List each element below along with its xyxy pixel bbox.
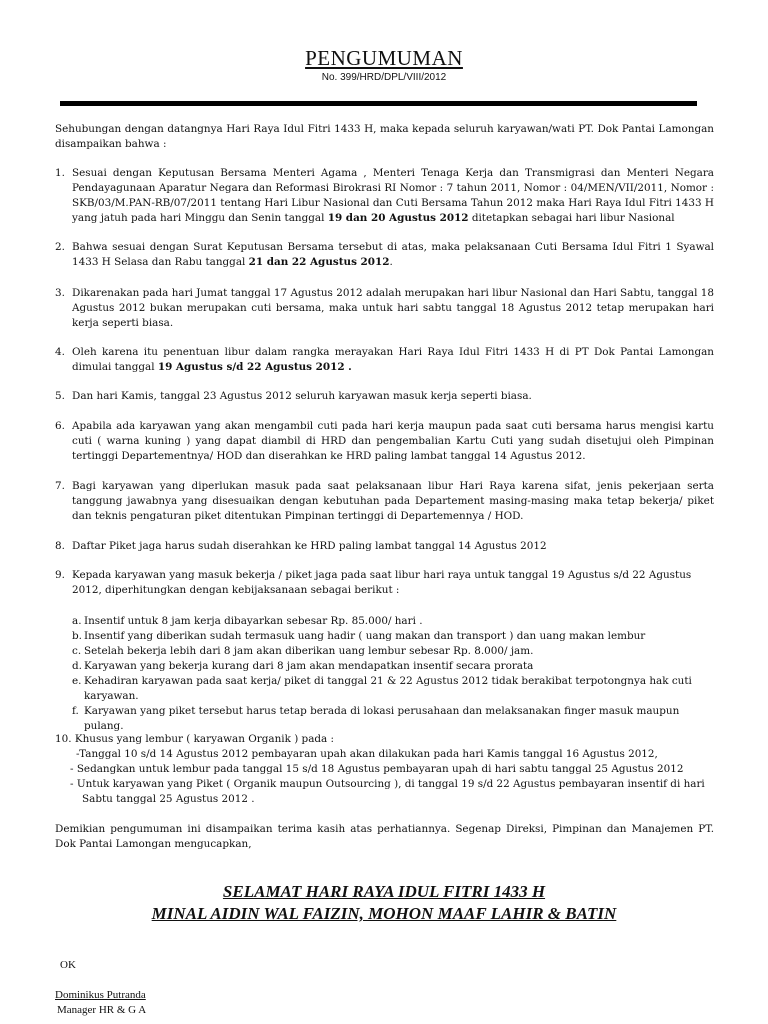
item-10-line: Sabtu tanggal 25 Agustus 2012 . [82,793,255,805]
item-bold-text: 19 dan 20 Agustus 2012 [327,212,469,224]
item-text-end: . [389,256,393,268]
document-number: No. 399/HRD/DPL/VIII/2012 [321,72,447,83]
sub-item-letter: b. [72,630,82,642]
item-number: 9. [55,569,65,581]
sub-item-text: Kehadiran karyawan pada saat kerja/ piket di tanggal 21 & 22 Agustus 2012 tidak berakibat terpotongnya hak cuti karyawan. [84,675,692,702]
sub-list-item [72,659,714,674]
document-title: PENGUMUMAN [305,46,463,70]
item-text: Daftar Piket jaga harus sudah diserahkan ke HRD paling lambat tanggal 14 Agustus 2012 [72,540,547,552]
list-item [55,240,714,270]
closing-paragraph: Demikian pengumuman ini disampaikan terima kasih atas perhatiannya. Segenap Direksi, Pimpinan dan Manajemen PT. Dok Pantai Lamongan mengucapkan, [55,823,714,850]
list-item [55,568,714,598]
sub-list-item [72,674,714,704]
sub-item-letter: c. [72,645,82,657]
sub-list-item [72,704,714,734]
item-text: Dikarenakan pada hari Jumat tanggal 17 Agustus 2012 adalah merupakan hari libur Nasional dan Hari Sabtu, tanggal 18 Agustus 2012 bukan merupakan cuti bersama, maka untuk hari sabtu tanggal 18 Agustus 2012 tetap merupakan hari kerja seperti biasa. [72,287,714,329]
signatory-position: Manager HR & G A [57,1004,147,1016]
item-bold-text: 19 Agustus s/d 22 Agustus 2012 . [157,361,352,373]
sub-list-item [72,614,714,629]
greeting-line-1: SELAMAT HARI RAYA IDUL FITRI 1433 H [222,882,546,901]
sub-item-letter: f. [72,705,79,717]
sub-list-item [72,629,714,644]
list-item [55,286,714,331]
sub-item-text: Karyawan yang piket tersebut harus tetap berada di lokasi perusahaan dan melaksanakan finger masuk maupun pulang. [84,705,680,732]
item-number: 3. [55,287,65,299]
item-text: Sesuai dengan Keputusan Bersama Menteri Agama , Menteri Tenaga Kerja dan Transmigrasi dan Menteri Negara Pendayagunaan Aparatur Negara dan Reformasi Birokrasi RI Nomor : 7 tahun 2011, Nomor : 04/MEN/VII/2011, Nomor : SKB/03/M.PAN-RB/07/2011 tentang Hari Libur Nasional dan Cuti Bersama Tahun 2012 maka Hari Raya Idul Fitri 1433 H yang jatuh pada hari Minggu dan Senin tanggal [72,167,714,224]
list-item [55,419,714,464]
sub-list-item [72,644,714,659]
sub-item-text: Insentif yang diberikan sudah termasuk uang hadir ( uang makan dan transport ) dan uang makan lembur [84,630,646,642]
item-number: 1. [55,167,65,179]
greeting-line-2: MINAL AIDIN WAL FAIZIN, MOHON MAAF LAHIR & BATIN [151,904,617,923]
sub-item-text: Insentif untuk 8 jam kerja dibayarkan sebesar Rp. 85.000/ hari . [84,615,423,627]
sub-item-letter: a. [72,615,82,627]
list-item [55,166,714,226]
list-item [55,539,714,554]
item-number: 2. [55,241,65,253]
header-divider [60,101,697,106]
item-10-heading: 10. Khusus yang lembur ( karyawan Organik ) pada : [55,733,335,745]
list-item [55,479,714,524]
item-10-line: -Tanggal 10 s/d 14 Agustus 2012 pembayaran upah akan dilakukan pada hari Kamis tanggal 16 Agustus 2012, [76,748,658,760]
sub-item-letter: d. [72,660,82,672]
item-number: 7. [55,480,65,492]
list-item [55,345,714,375]
list-item [55,389,714,404]
item-number: 8. [55,540,65,552]
item-text: Bahwa sesuai dengan Surat Keputusan Bersama tersebut di atas, maka pelaksanaan Cuti Bersama Idul Fitri 1 Syawal 1433 H Selasa dan Rabu tanggal [72,241,714,268]
sub-item-text: Karyawan yang bekerja kurang dari 8 jam akan mendapatkan insentif secara prorata [84,660,534,672]
sub-item-text: Setelah bekerja lebih dari 8 jam akan diberikan uang lembur sebesar Rp. 8.000/ jam. [84,645,534,657]
item-text: Oleh karena itu penentuan libur dalam rangka merayakan Hari Raya Idul Fitri 1433 H di PT Dok Pantai Lamongan dimulai tanggal [72,346,714,373]
signatory-name: Dominikus Putranda [55,989,146,1001]
intro-paragraph: Sehubungan dengan datangnya Hari Raya Idul Fitri 1433 H, maka kepada seluruh karyawan/wati PT. Dok Pantai Lamongan disampaikan bahwa : [55,123,714,150]
sub-item-letter: e. [72,675,82,687]
item-number: 4. [55,346,65,358]
item-number: 5. [55,390,65,402]
item-bold-text: 21 dan 22 Agustus 2012 [248,256,390,268]
item-text: Dan hari Kamis, tanggal 23 Agustus 2012 seluruh karyawan masuk kerja seperti biasa. [72,390,532,402]
item-10-line: - Sedangkan untuk lembur pada tanggal 15 s/d 18 Agustus pembayaran upah di hari sabtu tanggal 25 Agustus 2012 [70,763,684,775]
approval-ok: OK [60,959,76,971]
item-text: Apabila ada karyawan yang akan mengambil cuti pada hari kerja maupun pada saat cuti bersama harus mengisi kartu cuti ( warna kuning ) yang dapat diambil di HRD dan pengembalian Kartu Cuti yang sudah disetujui oleh Pimpinan tertinggi Departementnya/ HOD dan diserahkan ke HRD paling lambat tanggal 14 Agustus 2012. [72,420,714,462]
item-text: Kepada karyawan yang masuk bekerja / piket jaga pada saat libur hari raya untuk tanggal 19 Agustus s/d 22 Agustus 2012, diperhitungkan dengan kebijaksanaan sebagai berikut : [72,569,692,596]
item-text: Bagi karyawan yang diperlukan masuk pada saat pelaksanaan libur Hari Raya karena sifat, jenis pekerjaan serta tanggung jawabnya yang disesuaikan dengan kebutuhan pada Departement masing-masing maka tetap bekerja/ piket dan teknis pengaturan piket ditentukan Pimpinan tertinggi di Departemennya / HOD. [72,480,714,522]
item-10-line: - Untuk karyawan yang Piket ( Organik maupun Outsourcing ), di tanggal 19 s/d 22 Agustus pembayaran insentif di hari [70,778,705,790]
item-number: 6. [55,420,65,432]
item-text-end: ditetapkan sebagai hari libur Nasional [468,212,675,224]
